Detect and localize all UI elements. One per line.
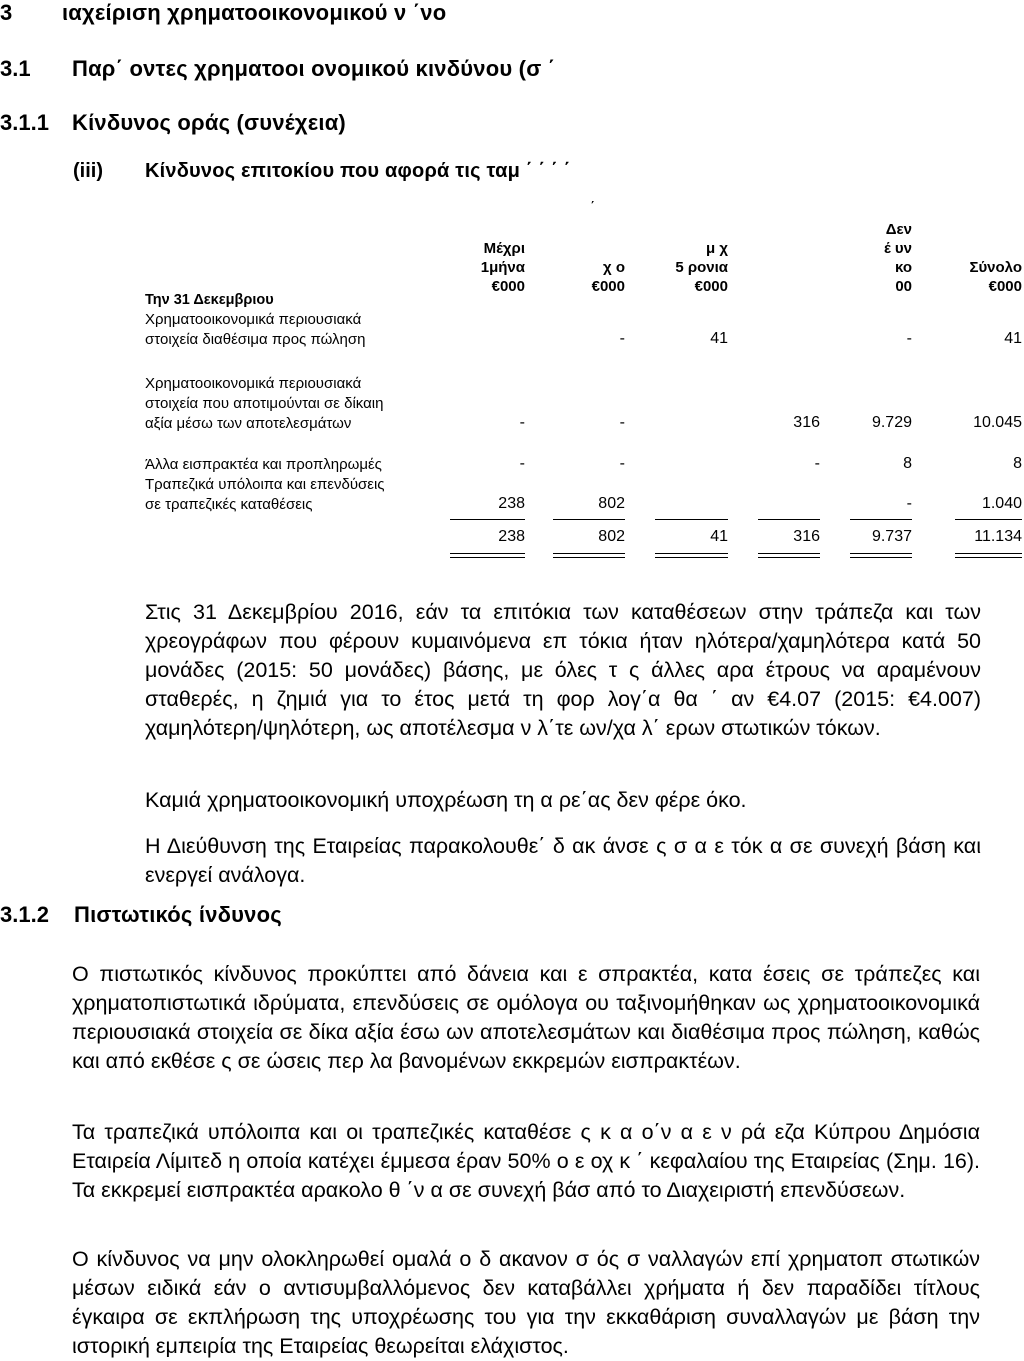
- column-header-3-line-3: 5 ρονια: [675, 259, 728, 276]
- column-header-5-line-1: Δεν: [885, 221, 912, 238]
- paragraph-credit-risk: Ο πιστωτικός κίνδυνος προκύπτει από δάνεια και ε σπρακτέα, κατα έσεις σε τράπεζες και χρηματοπιστωτικά ιδρύματα, επενδύσεις σε ομόλογα ου ταξινομήθηκαν ως χρηματοοικονομικά περιουσιακά στοιχεία σε δίκα αξία έσω ων αποτελεσμάτων και διαθέσιμα προς πώληση, καθώς και από εκθέσε ς σε ώσεις περ λα βανομένων εκκρεμών εισπρακτέων.: [72, 962, 980, 1073]
- section-number-3-1: 3.1: [0, 56, 31, 81]
- row-label: Χρηματοοικονομικά περιουσιακά: [145, 375, 362, 392]
- subtotal-rule: [450, 519, 525, 520]
- subtotal-rule: [655, 519, 728, 520]
- column-header-5-line-4: 00: [895, 278, 912, 295]
- table-cell: 8: [1013, 455, 1022, 472]
- subtotal-rule: [850, 519, 912, 520]
- section-number-3-1-2: 3.1.2: [0, 902, 49, 927]
- subsection-title-iii: Κίνδυνος επιτοκίου που αφορά τις ταμ ΄ ΄ ΄ ΄: [145, 160, 571, 182]
- table-cell: 238: [498, 495, 525, 512]
- total-cell: 802: [598, 528, 625, 545]
- table-cell: -: [906, 495, 912, 512]
- section-number-3-1-1: 3.1.1: [0, 110, 49, 135]
- total-double-rule: [553, 553, 625, 558]
- total-double-rule: [655, 553, 728, 558]
- total-cell: 41: [710, 528, 728, 545]
- table-cell: 1.040: [981, 495, 1022, 512]
- paragraph-interest-sensitivity: Στις 31 Δεκεμβρίου 2016, εάν τα επιτόκια των καταθέσεων στην τράπεζα και των χρεογράφων που φέρουν κυμαινόμενα επ τόκια ήταν ηλότερα/χαμηλότερα κατά 50 μονάδες (2015: 50 μονάδες) βάσης, με όλες τ ς άλλες αρα έτρους να αραμένουν σταθερές, η ζημιά για το έτος μετά τη φορ λογ΄α θα ΄ αν €4.07 (2015: €4.007) χαμηλότερη/ψηλότερη, ως αποτέλεσμα ν λ΄τε ων/χα λ΄ ερων στωτικών τόκων.: [145, 600, 981, 740]
- row-label: σε τραπεζικές καταθέσεις: [145, 496, 313, 513]
- total-double-rule: [850, 553, 912, 558]
- table-cell: 41: [1004, 330, 1022, 347]
- section-number-3: 3: [0, 0, 13, 25]
- table-cell: 41: [710, 330, 728, 347]
- total-double-rule: [758, 553, 820, 558]
- total-double-rule: [955, 553, 1022, 558]
- section-title-3-1-1: Κίνδυνος οράς (συνέχεια): [72, 110, 346, 135]
- total-cell: 9.737: [871, 528, 912, 545]
- subtotal-rule: [955, 519, 1022, 520]
- header-tick: ΄: [590, 200, 596, 217]
- table-cell: 10.045: [973, 414, 1022, 431]
- row-label: στοιχεία που αποτιμούνται σε δίκαιη: [145, 395, 384, 412]
- table-cell: -: [814, 455, 820, 472]
- table-cell: -: [519, 414, 525, 431]
- section-title-3-1: Παρ΄ οντες χρηματοοι ονομικού κινδύνου (σ ΄: [72, 56, 556, 81]
- table-cell: 316: [793, 414, 820, 431]
- total-cell: 316: [793, 528, 820, 545]
- column-header-1-line-3: 1μήνα: [480, 259, 525, 276]
- table-cell: -: [619, 414, 625, 431]
- section-title-3: ιαχείριση χρηματοοικονομικού ν ΄νο: [62, 0, 447, 25]
- table-cell: -: [619, 455, 625, 472]
- table-cell: -: [906, 330, 912, 347]
- paragraph-management-monitoring: Η Διεύθυνση της Εταιρείας παρακολουθε΄ δ ακ άνσε ς σ α ε τόκ α σε συνεχή βάση και ενεργεί ανάλογα.: [145, 834, 981, 887]
- column-header-1-line-2: Μέχρι: [483, 240, 525, 257]
- table-cell: 8: [903, 455, 912, 472]
- paragraph-no-interest-liability: Καμιά χρηματοοικονομική υποχρέωση τη α ρε΄ας δεν φέρε όκο.: [145, 788, 747, 812]
- table-cell: -: [519, 455, 525, 472]
- column-header-3-line-4: €000: [694, 278, 728, 295]
- column-header-3-line-2: μ χ: [706, 240, 728, 257]
- table-cell: 802: [598, 495, 625, 512]
- table-date-label: Την 31 Δεκεμβριου: [145, 292, 274, 308]
- table-cell: -: [619, 330, 625, 347]
- column-header-2-line-3: χ ο: [603, 259, 625, 276]
- paragraph-bank-balances: Τα τραπεζικά υπόλοιπα και οι τραπεζικές καταθέσε ς κ α ο΄ν α ε ν ρά εζα Κύπρου Δημόσια Εταιρεία Λίμιτεδ η οποία κατέχει έμμεσα έραν 50% ο ε οχ κ ΄ κεφαλαίου της Εταιρείας (Σημ. 16). Τα εκκρεμεί εισπρακτέα αρακολο θ ΄ν α σε συνεχή βάσ από το Διαχειριστή επενδύσεων.: [72, 1120, 980, 1202]
- total-cell: 238: [498, 528, 525, 545]
- total-cell: 11.134: [974, 528, 1022, 545]
- subtotal-rule: [553, 519, 625, 520]
- subsection-number-iii: (iii): [73, 160, 103, 182]
- column-header-2-line-4: €000: [591, 278, 625, 295]
- section-title-3-1-2: Πιστωτικός ίνδυνος: [74, 902, 282, 927]
- column-header-5-line-3: κο: [894, 259, 912, 276]
- paragraph-settlement-risk: Ο κίνδυνος να μην ολοκληρωθεί ομαλά ο δ ακανον σ ός σ ναλλαγών επί χρηματοπ στωτικών μέσων ειδικά εάν ο αντισυμβαλλόμενος δεν καταβάλλει χρήματα ή δεν παραδίδει τίτλους έγκαιρα σε εκπλήρωση της υποχρέωσης του για την εκκαθάριση συναλλαγών με βάση την ιστορική εμπειρία της Εταιρείας θεωρείται ελάχιστος.: [72, 1247, 980, 1358]
- row-label: στοιχεία διαθέσιμα προς πώληση: [145, 331, 366, 348]
- row-label: Τραπεζικά υπόλοιπα και επενδύσεις: [145, 476, 385, 493]
- row-label: Χρηματοοικονομικά περιουσιακά: [145, 311, 362, 328]
- column-header-6-line-3: Σύνολο: [969, 259, 1022, 276]
- column-header-5-line-2: έ υν: [883, 240, 912, 257]
- column-header-1-line-4: €000: [491, 278, 525, 295]
- table-cell: 9.729: [871, 414, 912, 431]
- row-label: Άλλα εισπρακτέα και προπληρωμές: [145, 456, 382, 473]
- total-double-rule: [450, 553, 525, 558]
- subtotal-rule: [758, 519, 820, 520]
- column-header-6-line-4: €000: [988, 278, 1022, 295]
- row-label: αξία μέσω των αποτελεσμάτων: [145, 415, 352, 432]
